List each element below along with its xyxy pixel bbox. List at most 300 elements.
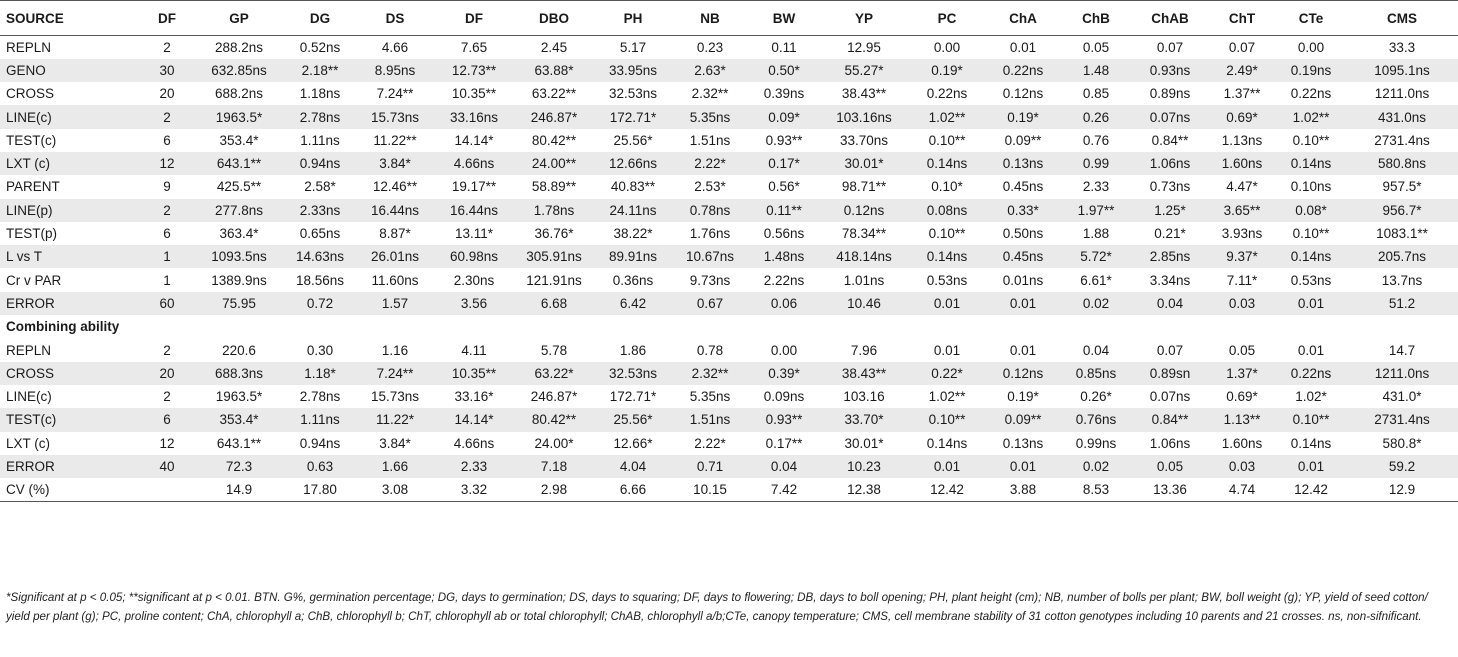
table-cell: 0.10**: [1292, 226, 1330, 242]
table-cell: 0.84**: [1132, 408, 1208, 431]
table-cell: 0.01: [1009, 342, 1037, 358]
table-cell: 33.3: [1388, 39, 1416, 55]
table-cell: 3.32: [434, 478, 514, 501]
table-cell: 0.76ns: [1060, 408, 1132, 431]
table-cell: 4.04: [594, 455, 672, 478]
table-cell: 2.32**: [691, 86, 729, 102]
table-cell: 36.76*: [534, 226, 574, 242]
table-cell: 1.51ns: [672, 408, 748, 431]
table-cell: 0.13ns: [1002, 435, 1044, 451]
table-cell: 30.01*: [820, 152, 908, 175]
column-header: PH: [594, 1, 672, 36]
table-cell: 7.42: [748, 478, 820, 501]
table-cell: 40.83**: [610, 179, 656, 195]
table-cell: 2.58*: [304, 179, 336, 195]
table-cell: 0.22ns: [1290, 86, 1332, 102]
table-cell: 0.63: [284, 455, 356, 478]
table-cell: 0.65ns: [299, 226, 341, 242]
row-source-label: LINE(c): [6, 389, 52, 405]
table-cell: 1211.0ns: [1346, 362, 1458, 385]
table-cell: 2.78ns: [299, 389, 341, 405]
table-cell: 0.19*: [986, 105, 1060, 128]
table-cell: 0.12ns: [986, 362, 1060, 385]
table-cell: 0.99: [1060, 152, 1132, 175]
table-cell: 0.22ns: [986, 59, 1060, 82]
table-cell: 643.1**: [194, 152, 284, 175]
table-cell: 0.53ns: [1290, 272, 1332, 288]
table-cell: 1.01ns: [843, 272, 885, 288]
table-cell: 8.53: [1060, 478, 1132, 501]
table-cell: 431.0ns: [1346, 105, 1458, 128]
table-cell: 16.44ns: [434, 199, 514, 222]
table-cell: 59.2: [1346, 455, 1458, 478]
column-header: DF: [140, 1, 194, 36]
table-cell: 0.00: [770, 342, 798, 358]
table-cell: 38.43**: [820, 362, 908, 385]
table-cell: 0.07: [1228, 39, 1256, 55]
table-cell: 0.50ns: [1002, 226, 1044, 242]
section-label: Combining ability: [6, 319, 120, 335]
table-cell: 0.12ns: [820, 199, 908, 222]
table-cell: 72.3: [194, 455, 284, 478]
table-cell: 15.73ns: [356, 105, 434, 128]
table-cell: 0.33*: [986, 199, 1060, 222]
table-cell: 6: [163, 132, 171, 148]
column-header: NB: [672, 1, 748, 36]
table-row: [0, 268, 1458, 291]
table-cell: 1963.5*: [194, 105, 284, 128]
table-cell: 0.10**: [928, 132, 966, 148]
table-cell: 10.67ns: [672, 245, 748, 268]
table-cell: 5.72*: [1060, 245, 1132, 268]
table-cell: 0.19*: [908, 59, 986, 82]
table-cell: 12.9: [1346, 478, 1458, 501]
table-cell: 1.60ns: [1208, 152, 1276, 175]
table-cell: 0.00: [1297, 39, 1325, 55]
table-row: [0, 245, 1458, 268]
table-cell: 63.22**: [531, 86, 577, 102]
table-cell: 0.52ns: [299, 39, 341, 55]
table-cell: 0.01: [1276, 292, 1346, 315]
table-cell: 0.94ns: [284, 152, 356, 175]
table-cell: 78.34**: [841, 226, 887, 242]
row-source-label: ERROR: [0, 455, 140, 478]
table-cell: 3.88: [986, 478, 1060, 501]
table-cell: 0.13ns: [986, 152, 1060, 175]
table-cell: 12: [159, 435, 175, 451]
table-cell: 0.01: [908, 292, 986, 315]
table-cell: 2.45: [540, 39, 568, 55]
table-cell: 2.30ns: [453, 272, 495, 288]
table-cell: 89.91ns: [594, 245, 672, 268]
table-cell: 3.93ns: [1221, 226, 1263, 242]
table-cell: 55.27*: [820, 59, 908, 82]
table-cell: 26.01ns: [356, 245, 434, 268]
table-cell: 1.51ns: [689, 132, 731, 148]
table-cell: 305.91ns: [514, 245, 594, 268]
table-cell: 0.22*: [908, 362, 986, 385]
table-cell: 418.14ns: [820, 245, 908, 268]
table-row: [0, 105, 1458, 128]
table-cell: 0.04: [1082, 342, 1110, 358]
column-header: DG: [284, 1, 356, 36]
table-cell: [140, 478, 194, 501]
table-cell: 2.22ns: [763, 272, 805, 288]
table-cell: 7.18: [514, 455, 594, 478]
table-cell: 40: [140, 455, 194, 478]
table-cell: 80.42**: [514, 408, 594, 431]
table-cell: 0.93**: [765, 132, 803, 148]
table-cell: 38.22*: [613, 226, 653, 242]
table-cell: 18.56ns: [295, 272, 345, 288]
table-cell: 0.50*: [748, 59, 820, 82]
table-row: [0, 129, 1458, 152]
table-cell: 10.15: [672, 478, 748, 501]
table-cell: 0.21*: [1154, 226, 1186, 242]
row-source-label: TEST(c): [0, 408, 140, 431]
table-cell: 6.61*: [1080, 272, 1112, 288]
table-cell: 0.45ns: [1002, 179, 1044, 195]
table-cell: 1.48: [1060, 59, 1132, 82]
table-cell: 0.08ns: [908, 199, 986, 222]
table-cell: 0.05: [1082, 39, 1110, 55]
table-cell: 80.42**: [531, 132, 577, 148]
table-cell: 0.99ns: [1075, 435, 1117, 451]
table-cell: 0.09ns: [763, 389, 805, 405]
table-cell: 2: [140, 199, 194, 222]
table-cell: 0.07: [1156, 342, 1184, 358]
table-cell: 1963.5*: [215, 389, 263, 405]
row-source-label: PARENT: [6, 179, 60, 195]
table-row: [0, 478, 1458, 501]
table-cell: 1.11ns: [284, 408, 356, 431]
table-cell: 6.68: [514, 292, 594, 315]
table-cell: 0.69*: [1226, 389, 1258, 405]
table-cell: 0.05: [1228, 342, 1256, 358]
table-cell: 6: [163, 226, 171, 242]
table-cell: 1.18*: [284, 362, 356, 385]
table-cell: 0.01ns: [1002, 272, 1044, 288]
table-cell: 0.08*: [1276, 199, 1346, 222]
table-cell: 1.37*: [1208, 362, 1276, 385]
table-cell: 0.06: [748, 292, 820, 315]
table-cell: 0.10*: [931, 179, 963, 195]
table-cell: 0.89sn: [1132, 362, 1208, 385]
table-cell: 0.73ns: [1149, 179, 1191, 195]
table-cell: 0.01: [1297, 342, 1325, 358]
table-row: [0, 199, 1458, 222]
table-cell: 3.08: [356, 478, 434, 501]
table-cell: 33.70*: [820, 408, 908, 431]
table-cell: 1.06ns: [1132, 152, 1208, 175]
column-header: ChT: [1208, 1, 1276, 36]
table-cell: 580.8*: [1382, 435, 1422, 451]
column-header: ChAB: [1132, 1, 1208, 36]
table-cell: 7.96: [850, 342, 878, 358]
row-source-label: CROSS: [0, 362, 140, 385]
table-cell: 0.03: [1208, 455, 1276, 478]
table-cell: 51.2: [1346, 292, 1458, 315]
table-row: [0, 82, 1458, 105]
column-header: YP: [820, 1, 908, 36]
table-cell: 2.63*: [672, 59, 748, 82]
table-cell: 0.26: [1060, 105, 1132, 128]
row-source-label: L vs T: [0, 245, 140, 268]
table-cell: 98.71**: [841, 179, 887, 195]
table-cell: 9.37*: [1208, 245, 1276, 268]
table-cell: 1: [140, 245, 194, 268]
table-cell: 4.66: [381, 39, 409, 55]
table-cell: 8.95ns: [356, 59, 434, 82]
table-row: [0, 408, 1458, 431]
table-cell: 30: [140, 59, 194, 82]
table-cell: 220.6: [222, 342, 256, 358]
table-cell: 4.66ns: [434, 152, 514, 175]
table-cell: 1.48ns: [748, 245, 820, 268]
table-cell: 25.56*: [594, 408, 672, 431]
table-cell: 0.03: [1208, 292, 1276, 315]
table-row: [0, 59, 1458, 82]
table-cell: 1.78ns: [514, 199, 594, 222]
table-cell: 58.89**: [531, 179, 577, 195]
table-cell: 7.24**: [356, 362, 434, 385]
table-cell: 0.85: [1082, 86, 1110, 102]
table-cell: 0.14ns: [908, 245, 986, 268]
table-cell: 0.19ns: [1276, 59, 1346, 82]
table-cell: 12.95: [847, 39, 881, 55]
table-cell: 0.10**: [908, 408, 986, 431]
table-cell: 2: [140, 105, 194, 128]
table-cell: 2.33: [434, 455, 514, 478]
table-cell: 956.7*: [1346, 199, 1458, 222]
row-source-label: CV (%): [0, 478, 140, 501]
table-cell: 0.04: [748, 455, 820, 478]
column-header: CMS: [1346, 1, 1458, 36]
column-header: DF: [434, 1, 514, 36]
table-cell: 288.2ns: [214, 39, 264, 55]
table-cell: 30.01*: [844, 435, 884, 451]
row-source-label: REPLN: [6, 39, 52, 55]
table-cell: 0.22ns: [926, 86, 968, 102]
table-cell: 2.85ns: [1132, 245, 1208, 268]
table-cell: 0.02: [1060, 455, 1132, 478]
table-row: [0, 338, 1458, 361]
table-cell: 20: [159, 86, 175, 102]
table-cell: 1.13ns: [1221, 132, 1263, 148]
table-cell: 14.63ns: [284, 245, 356, 268]
table-cell: 2.98: [514, 478, 594, 501]
row-source-label: LINE(c): [0, 105, 140, 128]
table-cell: 0.10**: [1292, 132, 1330, 148]
table-cell: 0.12ns: [1002, 86, 1044, 102]
table-cell: 32.53ns: [594, 362, 672, 385]
table-cell: 11.22**: [373, 132, 417, 148]
table-cell: 25.56*: [613, 132, 653, 148]
column-header: DBO: [514, 1, 594, 36]
table-cell: 10.35**: [451, 86, 497, 102]
table-cell: 0.14ns: [1276, 245, 1346, 268]
section-row: [0, 315, 1458, 338]
table-cell: 63.88*: [514, 59, 594, 82]
table-cell: 2: [163, 389, 171, 405]
table-cell: 0.45ns: [986, 245, 1060, 268]
table-cell: 0.09**: [1004, 132, 1042, 148]
table-cell: 2731.4ns: [1374, 132, 1430, 148]
table-cell: 0.78ns: [672, 199, 748, 222]
table-cell: 1.06ns: [1149, 435, 1191, 451]
table-cell: 1.02**: [908, 105, 986, 128]
table-cell: 363.4*: [219, 226, 259, 242]
table-cell: 0.72: [284, 292, 356, 315]
table-cell: 580.8ns: [1346, 152, 1458, 175]
table-cell: 11.60ns: [371, 272, 419, 288]
table-cell: 103.16ns: [820, 105, 908, 128]
table-cell: 353.4*: [194, 408, 284, 431]
table-cell: 1.11ns: [300, 132, 340, 148]
table-cell: 20: [140, 362, 194, 385]
table-cell: 6.66: [594, 478, 672, 501]
table-cell: 4.74: [1208, 478, 1276, 501]
table-cell: 16.44ns: [356, 199, 434, 222]
table-cell: 13.36: [1132, 478, 1208, 501]
table-cell: 12.46**: [372, 179, 418, 195]
table-cell: 1.60ns: [1221, 435, 1263, 451]
table-cell: 4.11: [461, 342, 487, 358]
table-cell: 0.93ns: [1132, 59, 1208, 82]
table-cell: 12.42: [908, 478, 986, 501]
table-cell: 2.22*: [672, 152, 748, 175]
column-header: GP: [194, 1, 284, 36]
table-cell: 0.14ns: [926, 435, 968, 451]
table-cell: 33.70ns: [839, 132, 889, 148]
table-cell: 0.01: [986, 292, 1060, 315]
table-cell: 1095.1ns: [1346, 59, 1458, 82]
table-cell: 32.53ns: [608, 86, 658, 102]
table-cell: 1.37**: [1223, 86, 1261, 102]
table-cell: 33.16*: [454, 389, 494, 405]
table-cell: 12.42: [1276, 478, 1346, 501]
table-cell: 2.22*: [694, 435, 726, 451]
table-cell: 0.11: [771, 39, 797, 55]
table-cell: 425.5**: [216, 179, 262, 195]
table-cell: 0.05: [1132, 455, 1208, 478]
table-cell: 2.32**: [672, 362, 748, 385]
table-cell: 121.91ns: [526, 272, 582, 288]
table-cell: 7.24**: [376, 86, 414, 102]
table-cell: 2.53*: [694, 179, 726, 195]
table-cell: 14.7: [1388, 342, 1416, 358]
table-cell: 2731.4ns: [1346, 408, 1458, 431]
table-cell: 0.14ns: [908, 152, 986, 175]
table-cell: 1.18ns: [299, 86, 341, 102]
table-cell: 0.78: [696, 342, 724, 358]
table-cell: 10.46: [820, 292, 908, 315]
table-cell: 0.01: [1276, 455, 1346, 478]
column-header: PC: [908, 1, 986, 36]
table-cell: 2.33ns: [284, 199, 356, 222]
row-source-label: LINE(p): [0, 199, 140, 222]
table-cell: 0.10**: [928, 226, 966, 242]
table-cell: 14.14*: [454, 132, 494, 148]
table-cell: 246.87*: [530, 389, 578, 405]
table-cell: 0.94ns: [299, 435, 341, 451]
table-cell: 1.86: [619, 342, 647, 358]
column-header: ChA: [986, 1, 1060, 36]
table-cell: 3.34ns: [1149, 272, 1191, 288]
table-cell: 277.8ns: [194, 199, 284, 222]
table-cell: 1211.0ns: [1374, 86, 1430, 102]
table-cell: 2.78ns: [284, 105, 356, 128]
table-cell: 0.09**: [986, 408, 1060, 431]
table-cell: 172.71*: [609, 389, 657, 405]
table-cell: 1.88: [1082, 226, 1110, 242]
table-cell: 5.17: [619, 39, 647, 55]
table-cell: 8.87*: [379, 226, 411, 242]
table-cell: 1.97**: [1060, 199, 1132, 222]
table-cell: 5.78: [540, 342, 568, 358]
table-cell: 4.66ns: [453, 435, 495, 451]
table-cell: 246.87*: [514, 105, 594, 128]
table-cell: 2: [163, 342, 171, 358]
table-cell: 688.3ns: [194, 362, 284, 385]
table-cell: 9.73ns: [689, 272, 731, 288]
column-header: ChB: [1060, 1, 1132, 36]
table-cell: 60: [140, 292, 194, 315]
table-row: [0, 36, 1458, 59]
table-cell: 1.76ns: [689, 226, 731, 242]
table-cell: 2: [163, 39, 171, 55]
table-row: [0, 432, 1458, 455]
table-cell: 1: [163, 272, 171, 288]
table-cell: 12.73**: [434, 59, 514, 82]
table-row: [0, 222, 1458, 245]
table-cell: 0.23: [696, 39, 724, 55]
table-cell: 1.16: [381, 342, 409, 358]
table-cell: 12.66ns: [594, 152, 672, 175]
table-row: [0, 385, 1458, 408]
table-cell: 0.02: [1060, 292, 1132, 315]
table-cell: 1083.1**: [1376, 226, 1428, 242]
table-cell: 13.7ns: [1381, 272, 1423, 288]
table-cell: 1.13**: [1208, 408, 1276, 431]
table-cell: 33.16ns: [434, 105, 514, 128]
table-cell: 205.7ns: [1346, 245, 1458, 268]
row-source-label: CROSS: [6, 86, 55, 102]
table-cell: 0.14ns: [1276, 152, 1346, 175]
table-cell: 0.84**: [1151, 132, 1189, 148]
table-cell: 0.53ns: [926, 272, 968, 288]
table-cell: 0.07ns: [1149, 389, 1191, 405]
table-cell: 0.10ns: [1290, 179, 1332, 195]
table-cell: 15.73ns: [370, 389, 420, 405]
table-cell: 0.39*: [748, 362, 820, 385]
table-cell: 0.85ns: [1060, 362, 1132, 385]
header-row: [0, 1, 1458, 36]
table-cell: 0.71: [672, 455, 748, 478]
table-cell: 5.35ns: [689, 389, 731, 405]
table-cell: 1.02*: [1295, 389, 1327, 405]
table-cell: 75.95: [194, 292, 284, 315]
row-source-label: TEST(c): [6, 132, 57, 148]
table-cell: 17.80: [284, 478, 356, 501]
table-cell: 957.5*: [1382, 179, 1422, 195]
table-cell: 0.93**: [748, 408, 820, 431]
row-source-label: ERROR: [0, 292, 140, 315]
table-cell: 14.9: [194, 478, 284, 501]
table-cell: 7.11*: [1226, 272, 1258, 288]
table-cell: 19.17**: [451, 179, 497, 195]
table-row: [0, 455, 1458, 478]
